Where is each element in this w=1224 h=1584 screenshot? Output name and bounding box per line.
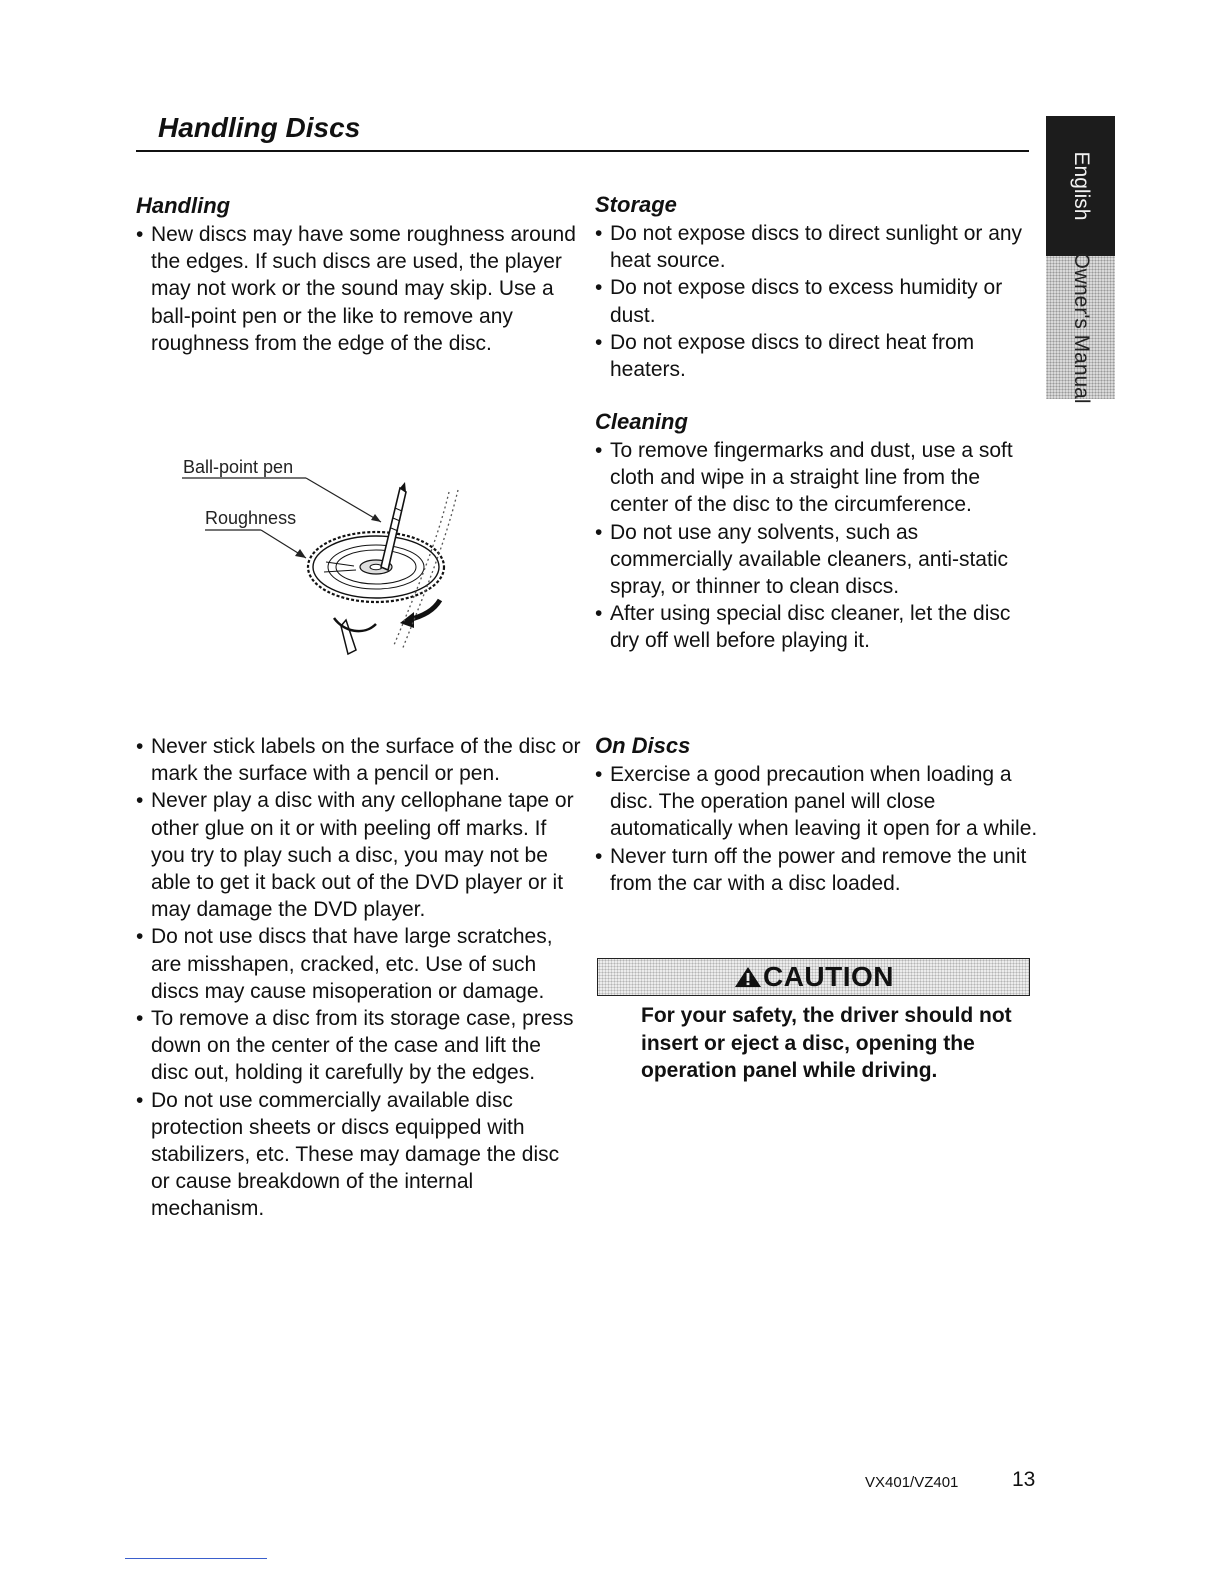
cleaning-item: • To remove fingermarks and dust, use a soft cloth and wipe in a straight line from the center of the disc to the circumference. (595, 437, 1035, 519)
cleaning-section (595, 408, 1035, 655)
pen-lower-part (334, 618, 376, 654)
disc-roughness-figure (176, 450, 476, 665)
disc-pen-illustration (176, 450, 476, 665)
disc-shape (308, 532, 444, 602)
handling-item: • Do not use discs that have large scratches, are misshapen, cracked, etc. Use of such discs may cause misoperation or damage. (136, 923, 581, 1005)
handling-item: • To remove a disc from its storage case, press down on the center of the case and lift the disc out, holding it carefully by the edges. (136, 1005, 581, 1087)
handling-item: • Do not use commercially available disc protection sheets or discs equipped with stabilizers, etc. These may damage the disc or cause breakdown of the internal mechanism. (136, 1087, 581, 1223)
storage-item: • Do not expose discs to direct heat from heaters. (595, 329, 1035, 383)
model-number: VX401/VZ401 (865, 1474, 959, 1491)
on-discs-section (595, 732, 1040, 897)
on-discs-item: • Exercise a good precaution when loading a disc. The operation panel will close automatically when leaving it open for a while. (595, 761, 1040, 843)
handling-heading: Handling (136, 193, 231, 218)
storage-heading: Storage (595, 192, 677, 217)
caution-text: For your safety, the driver should not insert or eject a disc, opening the operation panel while driving. (641, 1004, 1012, 1082)
footer-rule (125, 1558, 267, 1559)
caution-banner (597, 958, 1030, 996)
language-tab-label: English (1069, 151, 1093, 221)
handling-intro-item: • New discs may have some roughness around the edges. If such discs are used, the player may not work or the sound may skip. Use a ball-point pen or the like to remove any roughness from the edge of the disc. (136, 221, 576, 357)
on-discs-heading: On Discs (595, 733, 691, 758)
storage-section (595, 191, 1035, 383)
title-rule (136, 150, 1029, 152)
section-tab (1046, 251, 1115, 404)
handling-more-section (136, 733, 581, 1223)
storage-item: • Do not expose discs to direct sunlight or any heat source. (595, 220, 1035, 274)
warning-triangle-icon (733, 965, 763, 989)
page-number: 13 (1012, 1468, 1036, 1491)
caution-title: CAUTION (762, 961, 895, 992)
handling-item: • Never play a disc with any cellophane tape or other glue on it or with peeling off marks. If you try to play such a disc, you may not be able to get it back out of the DVD player or it may damage the DVD player. (136, 787, 581, 923)
pen-leader-line (306, 478, 381, 522)
storage-item: • Do not expose discs to excess humidity or dust. (595, 274, 1035, 328)
roughness-label: Roughness (205, 508, 297, 528)
section-tab-label: Owner's Manual (1069, 251, 1093, 404)
language-tab (1046, 116, 1115, 256)
page-title: Handling Discs (158, 112, 361, 143)
cleaning-heading: Cleaning (595, 409, 688, 434)
handling-item: • Never stick labels on the surface of the disc or mark the surface with a pencil or pen. (136, 733, 581, 787)
handling-section (136, 192, 576, 357)
cleaning-item: • Do not use any solvents, such as commercially available cleaners, anti-static spray, or thinner to clean discs. (595, 519, 1035, 601)
on-discs-item: • Never turn off the power and remove the unit from the car with a disc loaded. (595, 843, 1040, 897)
cleaning-item: • After using special disc cleaner, let the disc dry off well before playing it. (595, 600, 1035, 654)
pen-label: Ball-point pen (183, 457, 294, 477)
